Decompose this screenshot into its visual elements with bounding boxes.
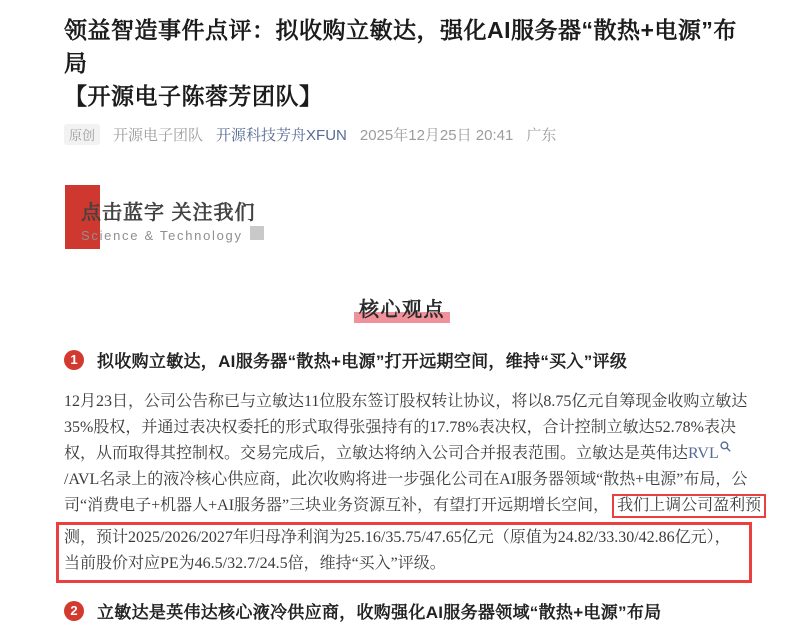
banner-gray-square [250, 226, 264, 240]
search-icon[interactable] [720, 441, 731, 452]
core-title-wrap [359, 293, 445, 322]
banner-headline: 点击蓝字 关注我们 [81, 202, 256, 224]
article-title [64, 14, 740, 113]
paragraph-line-text: 权，从而取得其控制权。交易完成后，立敏达将纳入公司合并报表范围。立敏达是英伟达 [64, 445, 689, 462]
paragraph-line [64, 493, 762, 519]
paragraph-line-text: 司“消费电子+机器人+AI服务器”三块业务资源互补，有望打开远期增长空间， [64, 497, 610, 514]
publish-datetime: 2025年12月25日 20:41 [359, 127, 514, 144]
section-2-heading: 立敏达是英伟达核心液冷供应商，收购强化AI服务器领域“散热+电源”布局 [97, 603, 662, 622]
core-viewpoint-header [64, 293, 740, 322]
section-1-heading-row [64, 347, 740, 372]
account-link[interactable]: 开源科技芳舟XFUN [216, 127, 347, 144]
article-title-line1: 领益智造事件点评：拟收购立敏达，强化AI服务器“散热+电源”布局 [64, 17, 737, 76]
section-1-heading: 拟收购立敏达，AI服务器“散热+电源”打开远期空间，维持“买入”评级 [97, 352, 628, 371]
core-title: 核心观点 [359, 299, 445, 321]
section-2-number-badge: 2 [64, 601, 84, 621]
publish-location: 广东 [526, 127, 557, 144]
section-1-number-badge: 1 [64, 350, 84, 370]
banner-text [81, 196, 256, 243]
paragraph-line: 12月23日，公司公告称已与立敏达11位股东签订股权转让协议，将以8.75亿元自筹现金收购立敏达 [64, 393, 748, 410]
follow-banner [64, 185, 740, 251]
red-annotation-box [56, 522, 752, 583]
red-annotation-box-start: 我们上调公司盈利预 [612, 494, 766, 518]
section-2-heading-row [64, 598, 740, 623]
original-badge: 原创 [64, 124, 100, 145]
banner-subline: Science & Technology [81, 228, 243, 243]
section-1-paragraph [64, 389, 762, 583]
paragraph-line: 测，预计2025/2026/2027年归母净利润为25.16/35.75/47.65亿元（原值为24.82/33.30/42.86亿元）， [64, 529, 731, 546]
rvl-search-link[interactable] [688, 445, 731, 462]
rvl-search-link-text[interactable]: RVL [688, 445, 719, 462]
article-meta [64, 124, 740, 145]
paragraph-line: /AVL名录上的液冷核心供应商，此次收购将进一步强化公司在AI服务器领域“散热+电源”布局，公 [64, 471, 748, 488]
paragraph-line [64, 441, 740, 467]
paragraph-line: 35%股权，并通过表决权委托的形式取得张强持有的17.78%表决权，合计控制立敏达52.78%表决 [64, 419, 736, 436]
author-name: 开源电子团队 [113, 127, 204, 144]
paragraph-line: 当前股价对应PE为46.5/32.7/24.5倍，维持“买入”评级。 [64, 555, 446, 572]
article-title-line2: 【开源电子陈蓉芳团队】 [64, 83, 323, 109]
